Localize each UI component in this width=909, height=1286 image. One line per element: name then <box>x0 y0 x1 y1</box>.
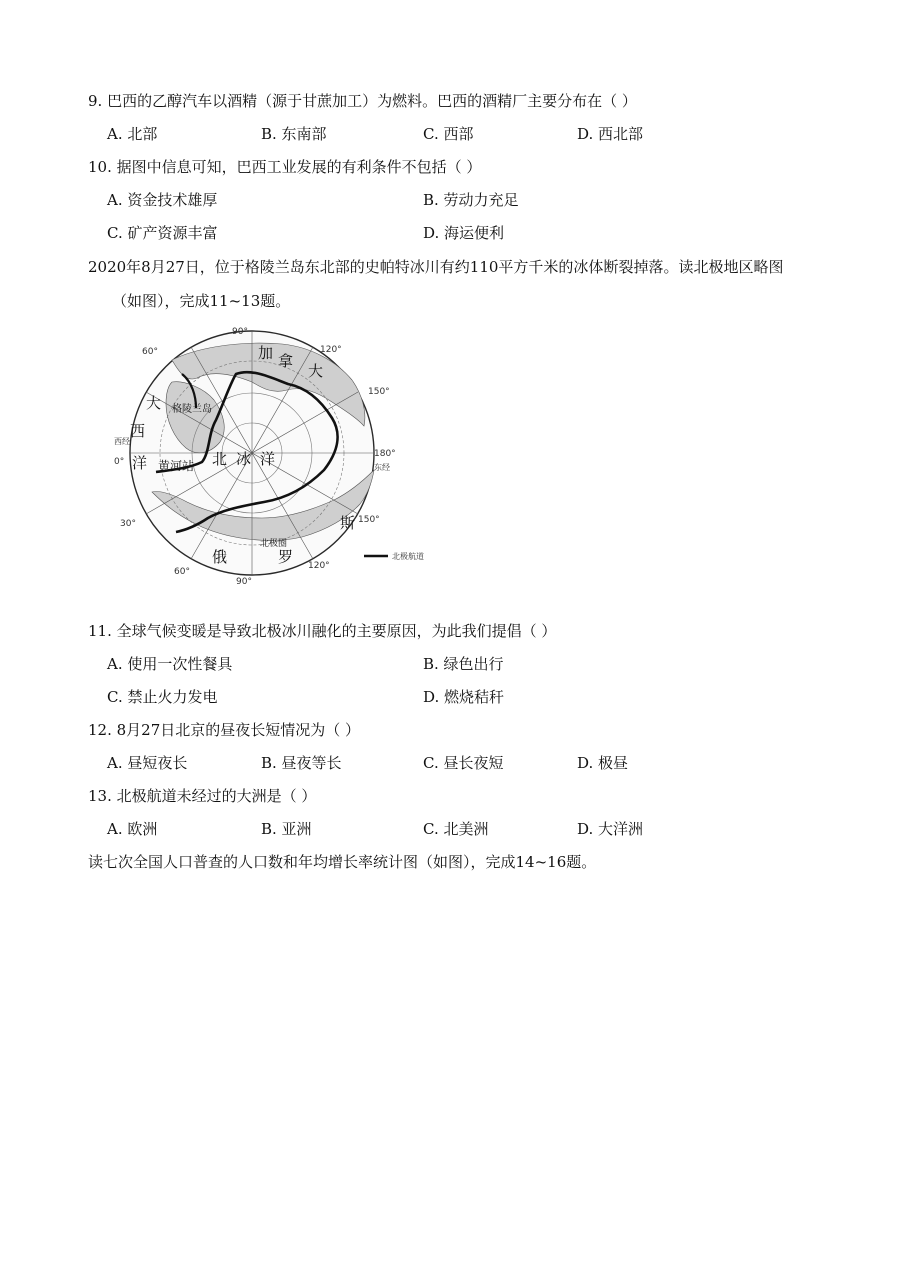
label-greenland: 格陵兰岛 <box>172 404 212 415</box>
deg-90-bottom: 90° <box>236 577 252 584</box>
q12-stem: 12. 8月27日北京的昼夜长短情况为（ ） <box>88 721 361 739</box>
deg-90-top: 90° <box>232 327 248 337</box>
label-e: 俄 <box>212 548 228 566</box>
q11-option-c[interactable]: C. 禁止火力发电 <box>107 688 218 706</box>
label-bing: 冰 <box>236 450 252 468</box>
q10-stem: 10. 据图中信息可知，巴西工业发展的有利条件不包括（ ） <box>88 158 482 176</box>
label-yang: 洋 <box>132 454 148 472</box>
deg-30-l: 30° <box>120 519 136 529</box>
q12-option-c[interactable]: C. 昼长夜短 <box>423 754 504 772</box>
q10-option-b[interactable]: B. 劳动力充足 <box>423 191 519 209</box>
deg-60-tl: 60° <box>142 347 158 357</box>
deg-0: 0° <box>114 457 125 467</box>
label-bei: 北 <box>212 450 228 468</box>
label-huanghe-station: 黄河站 <box>158 459 195 473</box>
q13-option-a[interactable]: A. 欧洲 <box>107 820 158 838</box>
arctic-map <box>112 322 432 584</box>
label-da-left: 大 <box>146 394 162 412</box>
deg-180: 180° <box>374 449 396 459</box>
label-si: 斯 <box>340 514 356 532</box>
q12-option-d[interactable]: D. 极昼 <box>577 754 629 772</box>
q13-option-c[interactable]: C. 北美洲 <box>423 820 489 838</box>
q12-option-a[interactable]: A. 昼短夜长 <box>107 754 188 772</box>
q9-option-b[interactable]: B. 东南部 <box>261 125 327 143</box>
q13-stem: 13. 北极航道未经过的大洲是（ ） <box>88 787 317 805</box>
q9-option-d[interactable]: D. 西北部 <box>577 125 644 143</box>
deg-150-br: 150° <box>358 515 380 525</box>
q13-option-d[interactable]: D. 大洋洲 <box>577 820 644 838</box>
label-east-longitude: 东经 <box>374 463 390 472</box>
deg-150-r: 150° <box>368 387 390 397</box>
label-west-longitude: 西经 <box>114 437 130 446</box>
q11-option-b[interactable]: B. 绿色出行 <box>423 655 504 673</box>
q11-option-d[interactable]: D. 燃烧秸秆 <box>423 688 505 706</box>
label-jia: 加 <box>258 344 274 362</box>
q11-option-a[interactable]: A. 使用一次性餐具 <box>107 655 233 673</box>
q10-option-a[interactable]: A. 资金技术雄厚 <box>107 191 218 209</box>
q9-option-a[interactable]: A. 北部 <box>107 125 158 143</box>
deg-60-bl: 60° <box>174 567 190 577</box>
label-luo: 罗 <box>278 548 294 566</box>
q9-stem: 9. 巴西的乙醇汽车以酒精（源于甘蔗加工）为燃料。巴西的酒精厂主要分布在（ ） <box>88 92 637 110</box>
intro-arctic-line1: 2020年8月27日，位于格陵兰岛东北部的史帕特冰川有约110平方千米的冰体断裂掉落。读北极地区略图 <box>88 258 784 276</box>
intro-arctic-line2: （如图），完成11~13题。 <box>112 292 291 310</box>
label-xi: 西 <box>130 422 146 440</box>
q13-option-b[interactable]: B. 亚洲 <box>261 820 312 838</box>
q11-stem: 11. 全球气候变暖是导致北极冰川融化的主要原因，为此我们提倡（ ） <box>88 622 557 640</box>
label-yang2: 洋 <box>260 450 276 468</box>
label-na: 拿 <box>278 352 294 370</box>
deg-120-b: 120° <box>308 561 330 571</box>
label-da-top: 大 <box>308 362 324 380</box>
deg-120-tr: 120° <box>320 345 342 355</box>
intro-census: 读七次全国人口普查的人口数和年均增长率统计图（如图），完成14~16题。 <box>88 853 597 871</box>
arctic-map-svg <box>112 322 432 584</box>
q10-option-d[interactable]: D. 海运便利 <box>423 224 505 242</box>
legend-route-label: 北极航道 <box>392 552 424 561</box>
q12-option-b[interactable]: B. 昼夜等长 <box>261 754 342 772</box>
q9-option-c[interactable]: C. 西部 <box>423 125 474 143</box>
label-arctic-circle: 北极圈 <box>260 539 288 549</box>
q10-option-c[interactable]: C. 矿产资源丰富 <box>107 224 218 242</box>
